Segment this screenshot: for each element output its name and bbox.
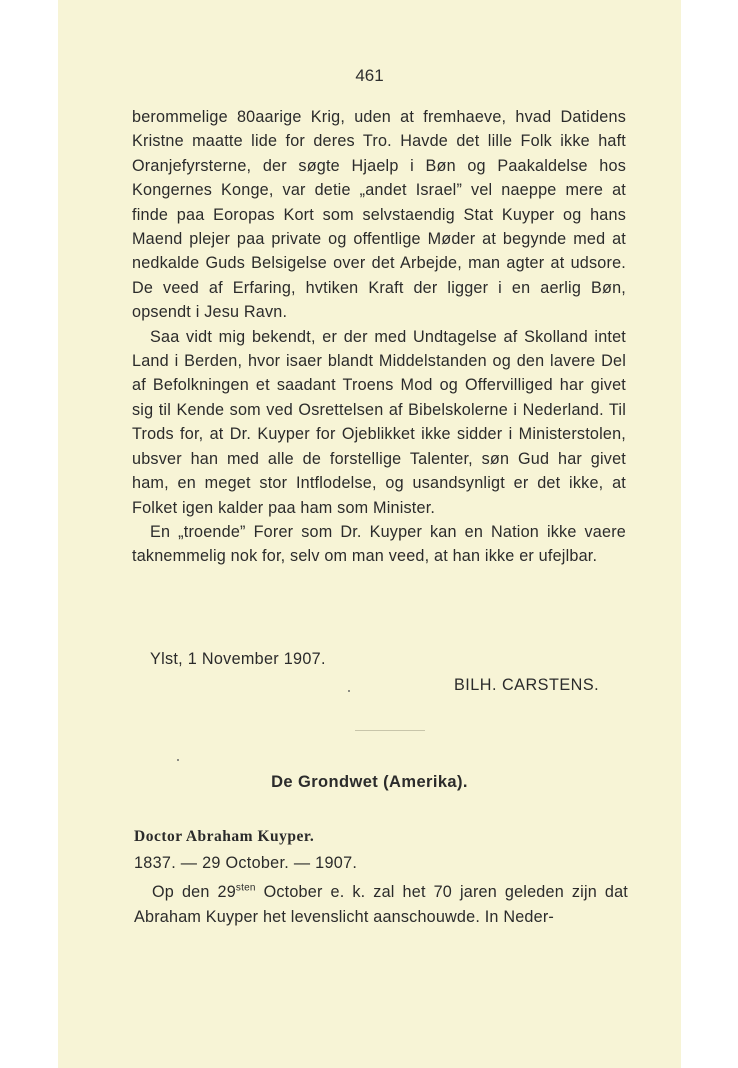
superscript-suffix: sten [235,882,256,894]
article-body [134,880,628,930]
page-number: 461 [355,66,384,85]
letter-body [132,105,626,569]
signature: BILH. CARSTENS. [454,676,600,694]
article-dates: 1837. — 29 October. — 1907. [134,854,358,872]
section-divider [355,730,425,731]
document-page [58,0,681,1068]
section-heading: De Grondwet (Amerika). [271,773,468,791]
article-title: Doctor Abraham Kuyper. [134,828,315,845]
article-paragraph [134,880,628,930]
paragraph-1: berommelige 80aarige Krig, uden at fremhaeve, hvad Datidens Kristne maatte lide for deres Tro. Havde det lille Folk ikke haft Oranjefyrsterne, der søgte Hjaelp i Bøn og Paakaldelse hos Kongernes Konge, var detie „andet Israel” vel naeppe mere at finde paa Eoropas Kort som selvstaendig Stat Kuyper og hans Maend plejer paa private og offentlige Møder at begynde med at nedkalde Guds Belsigelse over det Arbejde, man agter at udsore. De veed af Erfaring, hvtiken Kraft der ligger i en aerlig Bøn, opsendt i Jesu Ravn. [132,108,626,322]
paragraph-2: Saa vidt mig bekendt, er der med Undtagelse af Skolland intet Land i Berden, hvor isaer blandt Middelstanden og den lavere Del af Befolkningen et saadant Troens Mod og Offervilliged har givet sig til Kende som ved Osrettelsen af Bibelskolerne i Nederland. Til Trods for, at Dr. Kuyper for Ojeblikket ikke sidder i Ministerstolen, ubsver han med alle de forstellige Talenter, søn Gud har givet ham, en meget stor Intflodelse, og usandsynligt er det ikke, at Folket igen kalder paa ham som Minister. [132,327,626,517]
ink-speck [348,690,350,692]
dateline: Ylst, 1 November 1907. [150,650,326,668]
article-text-start: Op den 29 [152,883,236,901]
paragraph-3: En „troende” Forer som Dr. Kuyper kan en Nation ikke vaere taknemmelig nok for, selv om man veed, at han ikke er ufejlbar. [132,522,626,566]
ink-speck [177,759,179,761]
article-text-rest: October e. k. zal het 70 jaren geleden zijn dat Abraham Kuyper het levenslicht aanschouwde. In Neder- [134,883,628,926]
